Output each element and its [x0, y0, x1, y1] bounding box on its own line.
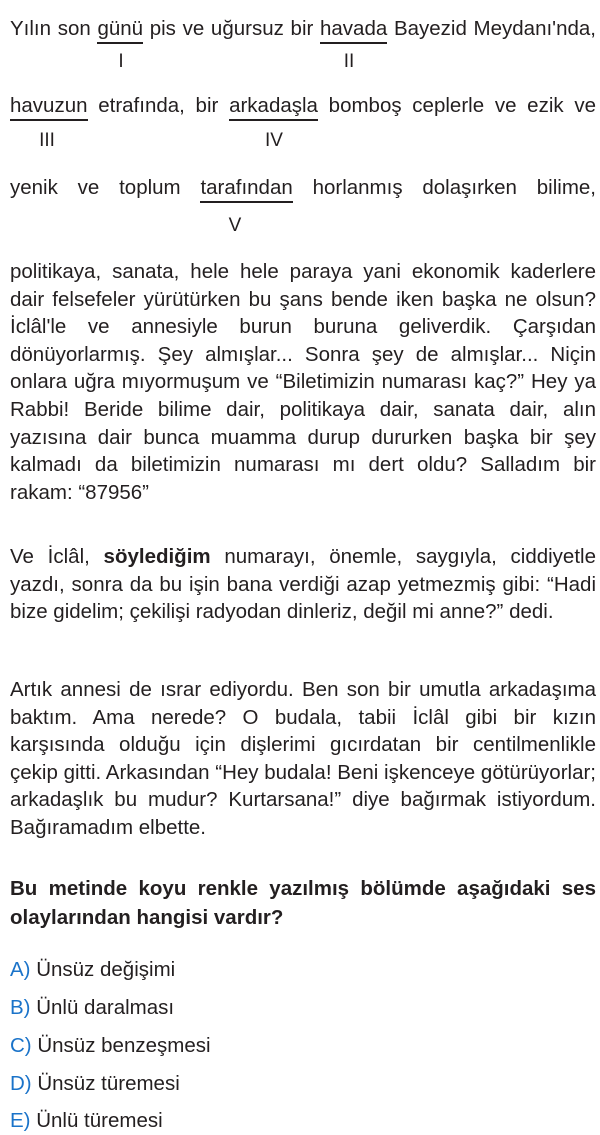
question-text: Bu metinde koyu renkle yazılmış bölümde aşağıdaki ses olaylarından hangisi vardır? [10, 877, 596, 929]
underlined-word-iv: arkadaşla [229, 94, 318, 121]
text-line-2 [10, 93, 596, 119]
option-text: Ünsüz türemesi [37, 1072, 180, 1095]
text-line-3 [10, 175, 596, 201]
underlined-word-ii: havada [320, 17, 387, 44]
passage-paragraph-2 [10, 543, 596, 626]
option-text: Ünlü türemesi [36, 1109, 163, 1132]
marker-v: V [228, 215, 242, 236]
line-text: bomboş ceplerle ve ezik ve [317, 94, 596, 117]
line-text: etrafında, bir [87, 94, 230, 117]
passage-paragraph-1: politikaya, sanata, hele hele paraya yani ekonomik kaderlere dair felsefeler yürütürken bu şans bende iken başka ne olsun? İclâl'le ve annesiyle burun buruna geliverdik. Çarşıdan dönüyorlarmış. Şey almışlar... Sonra şey de almışlar... Niçin onlara uğra mıyormuşum ve “Biletimizin numarası kaç?” Hey ya Rabbi! Beride bilime dair, politikaya dair, sanata dair, alın yazısına dair bunca muamma durup dururken başka bir şey kalmadı da biletimizin numarası mı dert oldu? Salladım bir rakam: “87956” [10, 260, 596, 504]
option-letter: D) [10, 1072, 32, 1095]
option-letter: B) [10, 996, 31, 1019]
underlined-word-v: tarafından [200, 176, 292, 203]
option-d[interactable] [10, 1071, 180, 1097]
option-c[interactable] [10, 1033, 211, 1059]
passage-paragraph-3: Artık annesi de ısrar ediyordu. Ben son bir umutla arkadaşıma baktım. Ama nerede? O budala, tabii İclâl gibi bir kızın karşısında olduğu için dişlerimi gıcırdatan bir centilmenlikle çekip gitti. Arkasından “Hey budala! Beni işkenceye götürüyorlar; arkadaşlık bu mudur? Kurtarsana!” diye bağırmak istiyordum. Bağıramadım elbette. [10, 678, 596, 839]
line-text: Yılın son [10, 17, 98, 40]
marker-iv: IV [265, 130, 283, 151]
bold-word: söylediğim [103, 545, 211, 568]
option-letter: E) [10, 1109, 31, 1132]
option-a[interactable] [10, 957, 175, 983]
paragraph-text: numarayı, önemle, saygıyla, ciddiyetle yazdı, sonra da bu işin bana verdiği azap yetmezmiş gibi: “Hadi bize gidelim; çekilişi radyodan dinleriz, değil mi anne?” dedi. [10, 545, 596, 624]
line-text: pis ve uğursuz bir [143, 17, 320, 40]
underlined-word-iii: havuzun [10, 94, 88, 121]
paragraph-text: Ve İclâl, [10, 545, 104, 568]
option-letter: C) [10, 1034, 32, 1057]
option-text: Ünsüz değişimi [36, 958, 176, 981]
marker-ii: II [343, 51, 355, 72]
option-text: Ünsüz benzeşmesi [37, 1034, 211, 1057]
line-text: yenik ve toplum [10, 176, 201, 199]
underlined-word-i: günü [97, 17, 143, 44]
option-b[interactable] [10, 995, 174, 1021]
option-text: Ünlü daralması [36, 996, 175, 1019]
marker-iii: III [39, 130, 55, 151]
text-line-1 [10, 16, 596, 42]
marker-i: I [118, 51, 124, 72]
line-text: Bayezid Meydanı'nda, [387, 17, 596, 40]
option-letter: A) [10, 958, 31, 981]
option-e[interactable] [10, 1108, 163, 1134]
line-text: horlanmış dolaşırken bilime, [292, 176, 596, 199]
